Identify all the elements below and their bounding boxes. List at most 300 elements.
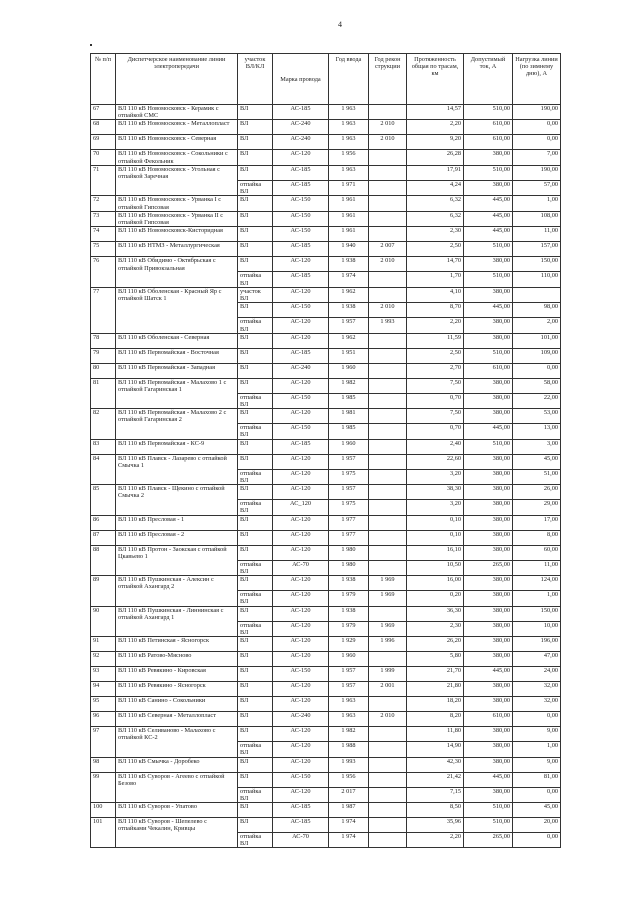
cell-current: 380,00 [464,530,513,545]
cell-line-name: ВЛ 110 кВ Северная - Металлопласт [116,712,238,727]
cell-section: ВЛ [238,606,273,621]
cell-num: 68 [91,120,116,135]
cell-recon: 2 001 [369,682,407,697]
table-row [91,120,561,135]
cell-length: 22,60 [407,454,464,469]
cell-current: 380,00 [464,576,513,591]
cell-current: 380,00 [464,727,513,742]
cell-recon [369,180,407,195]
cell-year: 1 974 [329,832,369,847]
cell-recon [369,348,407,363]
cell-recon [369,363,407,378]
cell-load: 0,00 [513,120,561,135]
cell-line-name: ВЛ 110 кВ Ратово-Мясново [116,652,238,667]
table-row [91,772,561,787]
cell-line-name: ВЛ 110 кВ Первомайская - Западная [116,363,238,378]
cell-load: 13,00 [513,424,561,439]
cell-load: 81,00 [513,772,561,787]
cell-year: 1 951 [329,348,369,363]
cell-year: 1 963 [329,105,369,120]
cell-brand: АС-150 [273,667,329,682]
cell-brand: АС-120 [273,257,329,272]
cell-line-name: ВЛ 110 кВ Обидимо - Октябрьская с отпайкой Привокзальная [116,257,238,287]
cell-load: 110,00 [513,272,561,287]
cell-line-name: ВЛ 110 кВ НТМЗ - Металлургическая [116,242,238,257]
cell-year: 1 985 [329,393,369,408]
cell-load: 24,00 [513,667,561,682]
cell-recon [369,560,407,575]
cell-recon: 2 010 [369,135,407,150]
cell-brand: АС-120 [273,787,329,802]
cell-line-name: ВЛ 110 кВ Первомайская - КС-9 [116,439,238,454]
cell-length: 2,30 [407,621,464,636]
cell-load: 109,00 [513,348,561,363]
cell-section: ВЛ [238,772,273,787]
cell-section: ВЛ [238,515,273,530]
cell-section: ВЛ [238,727,273,742]
cell-brand: АС-240 [273,363,329,378]
cell-section: ВЛ [238,211,273,226]
cell-year: 2 017 [329,787,369,802]
cell-year: 1 963 [329,120,369,135]
cell-load [513,287,561,302]
table-row [91,576,561,591]
header-year: Год ввода [329,54,369,105]
cell-brand: АС-120 [273,485,329,500]
cell-brand: АС-150 [273,393,329,408]
table-row [91,257,561,272]
cell-load: 157,00 [513,242,561,257]
cell-num: 73 [91,211,116,226]
cell-section: ВЛ [238,682,273,697]
cell-line-name: ВЛ 110 кВ Пресловая - 2 [116,530,238,545]
cell-brand: АС-120 [273,469,329,484]
cell-recon [369,515,407,530]
cell-recon [369,227,407,242]
cell-brand: АС-120 [273,530,329,545]
cell-load: 0,00 [513,363,561,378]
cell-year: 1 988 [329,742,369,757]
cell-num: 78 [91,333,116,348]
cell-line-name: ВЛ 110 кВ Суворов - Упатово [116,802,238,817]
table-row [91,682,561,697]
cell-section: ВЛ [238,697,273,712]
cell-length: 8,50 [407,802,464,817]
cell-current: 380,00 [464,652,513,667]
cell-year: 1 963 [329,697,369,712]
table-row [91,757,561,772]
header-current: Допустимый ток, А [464,54,513,105]
cell-load: 45,00 [513,454,561,469]
cell-recon [369,196,407,211]
cell-brand: АС-120 [273,576,329,591]
cell-current: 445,00 [464,227,513,242]
cell-current: 380,00 [464,606,513,621]
cell-current: 510,00 [464,105,513,120]
cell-year: 1 938 [329,576,369,591]
cell-recon: 2 010 [369,303,407,318]
cell-brand: АС-240 [273,135,329,150]
cell-recon [369,469,407,484]
cell-length: 10,50 [407,560,464,575]
cell-recon [369,772,407,787]
cell-recon: 2 010 [369,712,407,727]
cell-recon: 2 007 [369,242,407,257]
cell-year: 1 980 [329,545,369,560]
cell-num: 75 [91,242,116,257]
cell-section: ВЛ [238,105,273,120]
cell-section: ВЛ [238,165,273,180]
cell-section: отпайка ВЛ [238,424,273,439]
cell-num: 86 [91,515,116,530]
cell-current: 380,00 [464,333,513,348]
cell-recon [369,500,407,515]
cell-section: отпайка ВЛ [238,787,273,802]
cell-brand: АС-185 [273,242,329,257]
cell-year: 1 971 [329,180,369,195]
cell-recon [369,652,407,667]
cell-length: 6,32 [407,196,464,211]
cell-brand: АС-120 [273,637,329,652]
table-row [91,606,561,621]
cell-recon [369,272,407,287]
cell-recon [369,150,407,165]
cell-brand: АС-120 [273,318,329,333]
cell-current: 380,00 [464,787,513,802]
cell-current: 510,00 [464,348,513,363]
cell-current: 510,00 [464,439,513,454]
cell-section: ВЛ [238,757,273,772]
cell-brand: АС-240 [273,120,329,135]
cell-recon [369,165,407,180]
cell-num: 88 [91,545,116,575]
cell-length: 7,50 [407,378,464,393]
cell-load: 0,00 [513,832,561,847]
table-row [91,439,561,454]
cell-line-name: ВЛ 110 кВ Суворов - Агеево с отпайкой Безово [116,772,238,802]
cell-load: 10,00 [513,621,561,636]
cell-load: 51,00 [513,469,561,484]
cell-section: ВЛ [238,378,273,393]
cell-brand: АС-150 [273,196,329,211]
cell-num: 70 [91,150,116,165]
cell-load: 0,00 [513,712,561,727]
cell-length: 16,10 [407,545,464,560]
cell-brand: АС-185 [273,817,329,832]
cell-line-name: ВЛ 110 кВ Пресловая - 1 [116,515,238,530]
cell-num: 83 [91,439,116,454]
cell-section: отпайка ВЛ [238,500,273,515]
cell-year: 1 977 [329,530,369,545]
cell-current: 510,00 [464,817,513,832]
cell-section: ВЛ [238,802,273,817]
cell-brand: АС-150 [273,772,329,787]
cell-length: 14,57 [407,105,464,120]
cell-recon [369,832,407,847]
table-row [91,409,561,424]
cell-load: 9,00 [513,757,561,772]
cell-num: 98 [91,757,116,772]
cell-brand: АС-185 [273,802,329,817]
cell-length: 3,20 [407,500,464,515]
cell-current: 610,00 [464,120,513,135]
cell-current: 380,00 [464,257,513,272]
cell-length: 5,80 [407,652,464,667]
cell-load: 60,00 [513,545,561,560]
cell-length: 26,20 [407,637,464,652]
cell-length: 0,70 [407,424,464,439]
cell-current: 610,00 [464,712,513,727]
cell-load: 11,00 [513,227,561,242]
cell-year: 1 977 [329,515,369,530]
cell-current: 380,00 [464,180,513,195]
cell-recon [369,757,407,772]
cell-current: 445,00 [464,772,513,787]
cell-brand: АС-120 [273,697,329,712]
cell-num: 81 [91,378,116,408]
cell-load: 57,00 [513,180,561,195]
cell-brand: АС-150 [273,227,329,242]
cell-current: 445,00 [464,303,513,318]
cell-year: 1 982 [329,727,369,742]
cell-section: ВЛ [238,242,273,257]
cell-length: 21,42 [407,772,464,787]
cell-current: 265,00 [464,560,513,575]
cell-length: 3,20 [407,469,464,484]
cell-brand: АС-120 [273,333,329,348]
cell-brand: АС-120 [273,287,329,302]
cell-section: отпайка ВЛ [238,621,273,636]
header-num: № п/п [91,54,116,105]
cell-section: ВЛ [238,545,273,560]
cell-load: 108,00 [513,211,561,226]
cell-recon [369,378,407,393]
table-row [91,196,561,211]
table-row [91,242,561,257]
cell-year: 1 960 [329,363,369,378]
cell-current: 380,00 [464,545,513,560]
header-recon: Год рекон струкции [369,54,407,105]
cell-length: 0,10 [407,530,464,545]
cell-num: 99 [91,772,116,802]
cell-brand: АС-150 [273,211,329,226]
cell-section: отпайка ВЛ [238,393,273,408]
table-row [91,652,561,667]
cell-load: 98,00 [513,303,561,318]
cell-section: ВЛ [238,303,273,318]
cell-line-name: ВЛ 110 кВ Селиваново - Малахово с отпайкой КС-2 [116,727,238,757]
cell-section: отпайка ВЛ [238,469,273,484]
cell-section: отпайка ВЛ [238,832,273,847]
cell-num: 67 [91,105,116,120]
cell-length: 36,30 [407,606,464,621]
cell-recon: 1 969 [369,621,407,636]
cell-year: 1 975 [329,500,369,515]
cell-length: 18,20 [407,697,464,712]
cell-load: 150,00 [513,606,561,621]
cell-section: ВЛ [238,196,273,211]
cell-current: 380,00 [464,621,513,636]
cell-current: 265,00 [464,832,513,847]
cell-length: 2,20 [407,832,464,847]
cell-recon [369,742,407,757]
table-row [91,667,561,682]
cell-load: 32,00 [513,682,561,697]
cell-load: 20,00 [513,817,561,832]
cell-year: 1 987 [329,802,369,817]
cell-brand: АС-120 [273,454,329,469]
cell-load: 29,00 [513,500,561,515]
cell-line-name: ВЛ 110 кВ Ревякино - Кировская [116,667,238,682]
cell-current: 380,00 [464,469,513,484]
table-row [91,712,561,727]
table-row [91,697,561,712]
cell-line-name: ВЛ 110 кВ Новомосковск - Урванка I с отпайкой Гипсовая [116,196,238,211]
cell-length: 1,70 [407,272,464,287]
cell-section: ВЛ [238,667,273,682]
cell-num: 101 [91,817,116,847]
cell-current: 380,00 [464,591,513,606]
cell-recon [369,530,407,545]
cell-line-name: ВЛ 110 кВ Новомосковск - Сокольники с отпайкой Фекольник [116,150,238,165]
cell-num: 84 [91,454,116,484]
cell-line-name: ВЛ 110 кВ Плавск - Лазарево с отпайкой Смычка 1 [116,454,238,484]
cell-recon [369,727,407,742]
cell-length: 2,20 [407,318,464,333]
cell-length: 0,70 [407,393,464,408]
cell-num: 79 [91,348,116,363]
cell-year: 1 982 [329,378,369,393]
cell-section: ВЛ [238,576,273,591]
cell-brand: АС-185 [273,165,329,180]
cell-year: 1 957 [329,485,369,500]
cell-length: 2,50 [407,242,464,257]
cell-year: 1 938 [329,303,369,318]
cell-num: 69 [91,135,116,150]
cell-line-name: ВЛ 110 кВ Оболенская - Красный Яр с отпайкой Шатск 1 [116,287,238,333]
cell-length: 2,40 [407,439,464,454]
cell-load: 2,00 [513,318,561,333]
cell-length: 0,10 [407,515,464,530]
cell-section: отпайка ВЛ [238,560,273,575]
cell-line-name: ВЛ 110 кВ Суворов - Шепелево с отпайками Чекалин, Кривцы [116,817,238,847]
cell-brand: АС-185 [273,439,329,454]
cell-length: 7,15 [407,787,464,802]
cell-num: 94 [91,682,116,697]
cell-line-name: ВЛ 110 кВ Смычка - Доробеко [116,757,238,772]
cell-current: 510,00 [464,802,513,817]
cell-length: 21,80 [407,682,464,697]
cell-section: ВЛ [238,439,273,454]
cell-year: 1 979 [329,621,369,636]
table-row [91,227,561,242]
cell-length: 7,50 [407,409,464,424]
table-row [91,150,561,165]
cell-length: 14,90 [407,742,464,757]
cell-load: 3,00 [513,439,561,454]
table-row [91,363,561,378]
cell-year: 1 963 [329,165,369,180]
cell-line-name: ВЛ 110 кВ Ревякино - Ясногорск [116,682,238,697]
cell-load: 1,00 [513,196,561,211]
cell-section: ВЛ [238,120,273,135]
cell-brand: АС_120 [273,500,329,515]
scan-mark [90,44,92,46]
cell-brand: АС-120 [273,591,329,606]
cell-year: 1 961 [329,227,369,242]
cell-section: отпайка ВЛ [238,742,273,757]
cell-current: 380,00 [464,409,513,424]
cell-recon [369,393,407,408]
cell-section: ВЛ [238,454,273,469]
cell-brand: АС-120 [273,606,329,621]
cell-num: 92 [91,652,116,667]
cell-load: 47,00 [513,652,561,667]
cell-load: 1,00 [513,742,561,757]
cell-current: 380,00 [464,287,513,302]
cell-brand: АС-120 [273,515,329,530]
cell-recon [369,485,407,500]
cell-load: 1,00 [513,591,561,606]
cell-year: 1 974 [329,817,369,832]
cell-length: 2,70 [407,363,464,378]
cell-section: ВЛ [238,637,273,652]
cell-section: ВЛ [238,150,273,165]
cell-load: 124,00 [513,576,561,591]
cell-recon [369,454,407,469]
cell-load: 11,00 [513,560,561,575]
table-row [91,348,561,363]
cell-length: 14,70 [407,257,464,272]
cell-load: 0,00 [513,135,561,150]
cell-num: 82 [91,409,116,439]
cell-num: 72 [91,196,116,211]
cell-current: 380,00 [464,378,513,393]
cell-num: 90 [91,606,116,636]
cell-load: 8,00 [513,530,561,545]
cell-num: 77 [91,287,116,333]
cell-line-name: ВЛ 110 кВ Первомайская - Малахово 1 с отпайкой Гагаринская 1 [116,378,238,408]
cell-current: 380,00 [464,485,513,500]
cell-length: 11,80 [407,727,464,742]
cell-year: 1 956 [329,772,369,787]
cell-recon [369,105,407,120]
cell-year: 1 962 [329,287,369,302]
table-row [91,545,561,560]
cell-current: 510,00 [464,165,513,180]
table-row [91,515,561,530]
cell-load: 150,00 [513,257,561,272]
page-number: 4 [338,20,342,29]
cell-load: 7,00 [513,150,561,165]
table-row [91,211,561,226]
cell-num: 74 [91,227,116,242]
cell-load: 26,00 [513,485,561,500]
cell-load: 45,00 [513,802,561,817]
table-row [91,333,561,348]
cell-length: 2,20 [407,120,464,135]
cell-current: 380,00 [464,150,513,165]
cell-year: 1 963 [329,712,369,727]
cell-current: 610,00 [464,363,513,378]
cell-brand: АС-240 [273,712,329,727]
cell-year: 1 961 [329,196,369,211]
cell-length: 4,10 [407,287,464,302]
cell-year: 1 938 [329,606,369,621]
cell-current: 380,00 [464,318,513,333]
cell-length: 4,24 [407,180,464,195]
cell-load: 196,00 [513,637,561,652]
